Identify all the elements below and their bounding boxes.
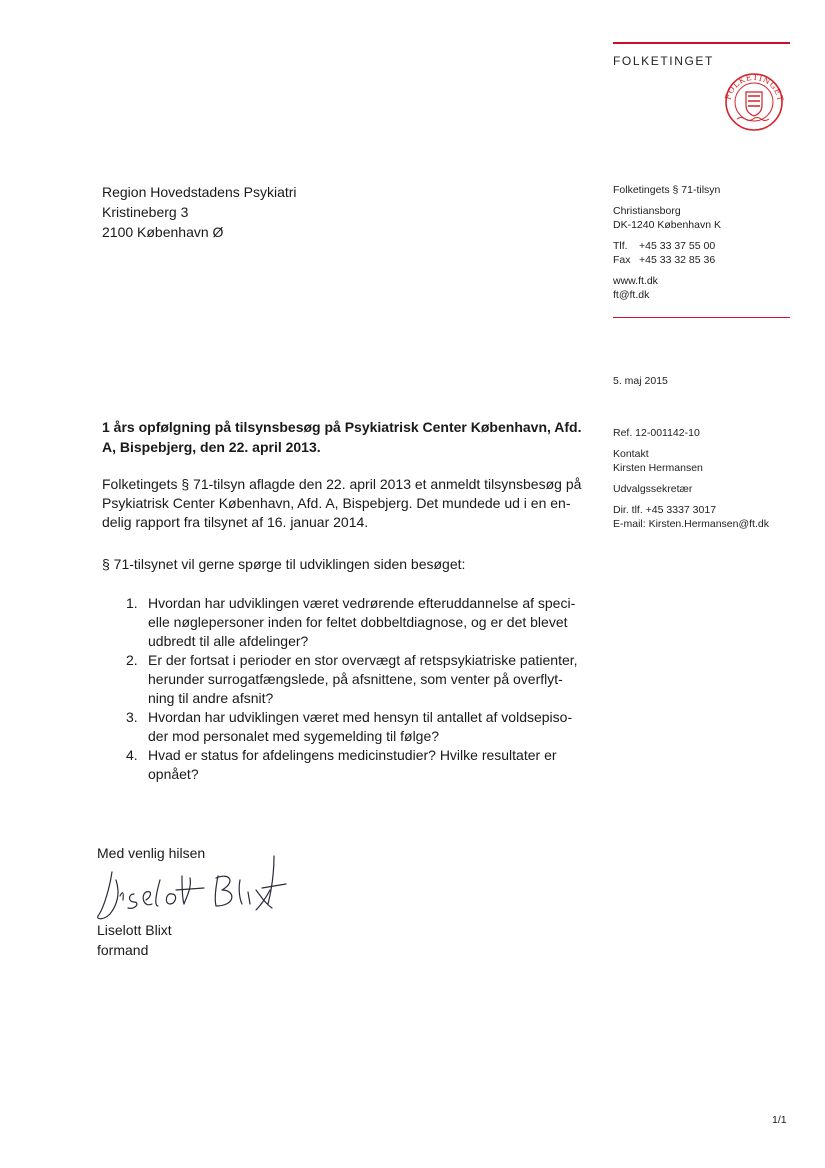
fax-label: Fax	[613, 254, 631, 266]
contact-label: Kontakt	[613, 448, 649, 460]
letterhead-top-rule	[613, 42, 790, 44]
body-line: Folketingets § 71-tilsyn aflagde den 22. april 2013 et anmeldt tilsynsbesøg på	[102, 476, 582, 492]
signatory-title: formand	[97, 942, 149, 958]
recipient-line: 2100 København Ø	[102, 224, 224, 240]
phone-value: +45 33 37 55 00	[639, 240, 716, 252]
question-number: 1.	[126, 595, 138, 611]
fax-value: +45 33 32 85 36	[639, 254, 716, 266]
page-number: 1/1	[772, 1114, 787, 1126]
question-line: Hvordan har udviklingen været vedrørende efteruddannelse af speci-	[148, 595, 576, 611]
svg-text:FOLKETINGET	[723, 73, 785, 102]
question-number: 2.	[126, 652, 138, 668]
closing-greeting: Med venlig hilsen	[97, 845, 206, 861]
contact-name: Kirsten Hermansen	[613, 462, 703, 474]
question-number: 3.	[126, 709, 138, 725]
sender-email: ft@ft.dk	[613, 289, 650, 301]
question-item	[102, 746, 602, 784]
question-line: opnået?	[148, 766, 199, 782]
question-line: Hvad er status for afdelingens medicinstudier? Hvilke resultater er	[148, 747, 557, 763]
question-line: Er der fortsat i perioder en stor overvægt af retspsykiatriske patienter,	[148, 652, 578, 668]
sender-unit: Folketingets § 71-tilsyn	[613, 184, 721, 196]
question-list	[102, 594, 602, 784]
signatory-block	[97, 920, 172, 960]
sender-phone	[613, 239, 803, 253]
question-line: udbredt til alle afdelinger?	[148, 633, 309, 649]
recipient-address	[102, 182, 297, 242]
recipient-line: Kristineberg 3	[102, 204, 189, 220]
folketinget-seal-icon	[719, 72, 789, 132]
question-line: der mod personalet med sygemelding til følge?	[148, 728, 440, 744]
body-line: delig rapport fra tilsynet af 16. januar 2014.	[102, 514, 369, 530]
contact-email: E-mail: Kirsten.Hermansen@ft.dk	[613, 518, 769, 530]
contact-title: Udvalgssekretær	[613, 483, 693, 495]
question-item	[102, 708, 602, 746]
recipient-line: Region Hovedstadens Psykiatri	[102, 184, 297, 200]
subject-line: A, Bispebjerg, den 22. april 2013.	[102, 439, 321, 455]
handwritten-signature	[90, 850, 290, 926]
organization-name: FOLKETINGET	[613, 54, 714, 68]
sender-address-line: DK-1240 København K	[613, 219, 721, 231]
seal-text: FOLKETINGET	[723, 72, 785, 103]
question-line: Hvordan har udviklingen været med hensyn til antallet af voldsepiso-	[148, 709, 573, 725]
body-paragraph-2: § 71-tilsynet vil gerne spørge til udviklingen siden besøget:	[102, 556, 466, 572]
reference-block	[613, 426, 808, 531]
body-line: Psykiatrisk Center København, Afd. A, Bispebjerg. Det mundede ud i en en-	[102, 495, 571, 511]
question-item	[102, 594, 602, 651]
question-number: 4.	[126, 747, 138, 763]
contact-direct-phone: Dir. tlf. +45 3337 3017	[613, 504, 717, 516]
letter-date: 5. maj 2015	[613, 375, 668, 387]
sender-address-line: Christiansborg	[613, 205, 681, 217]
subject-line: 1 års opfølgning på tilsynsbesøg på Psykiatrisk Center København, Afd.	[102, 419, 582, 435]
question-line: elle nøglepersoner inden for feltet dobbeltdiagnose, og er det blevet	[148, 614, 568, 630]
signatory-name: Liselott Blixt	[97, 922, 172, 938]
question-line: herunder surrogatfængslede, på afsnittene, som venter på overflyt-	[148, 671, 563, 687]
sender-info	[613, 183, 803, 309]
sender-fax	[613, 253, 803, 267]
sender-website: www.ft.dk	[613, 275, 658, 287]
body-paragraph-1	[102, 475, 602, 532]
letter-subject	[102, 417, 602, 457]
question-line: ning til andre afsnit?	[148, 690, 274, 706]
question-item	[102, 651, 602, 708]
reference-number: Ref. 12-001142-10	[613, 427, 700, 439]
phone-label: Tlf.	[613, 240, 628, 252]
sender-bottom-rule	[613, 317, 790, 318]
